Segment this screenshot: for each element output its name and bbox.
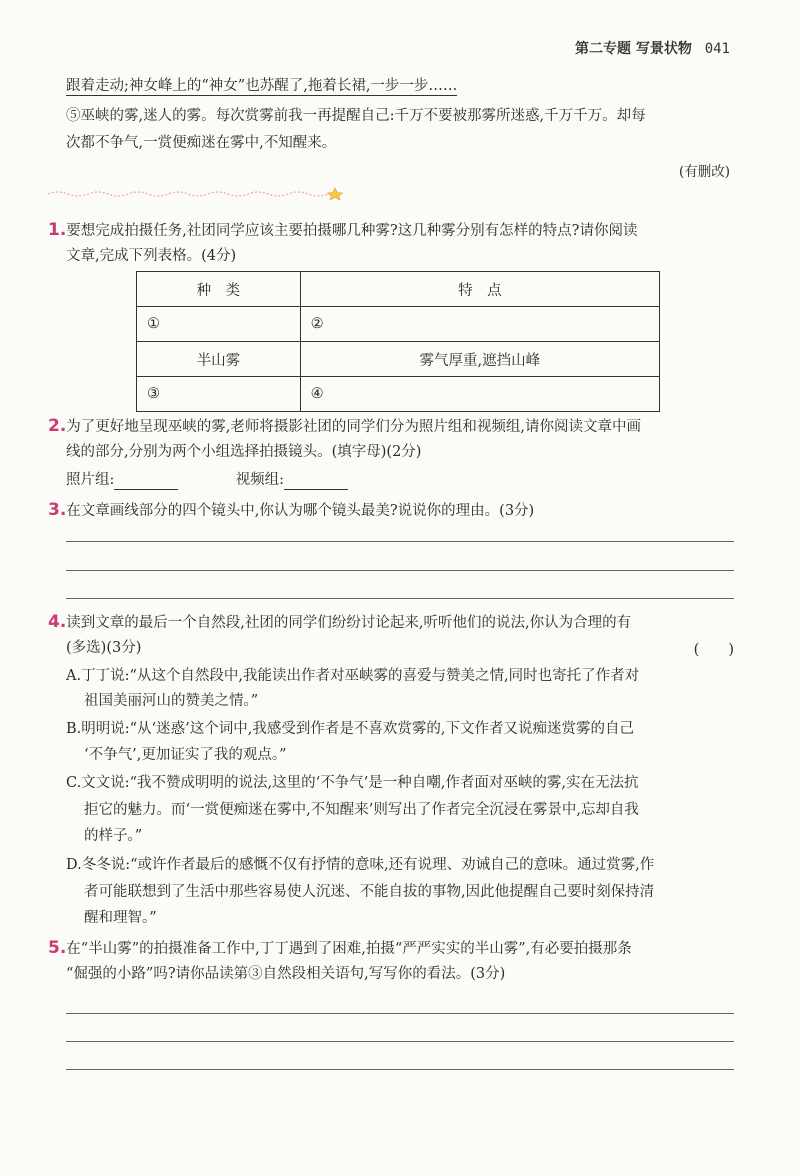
star-icon bbox=[328, 188, 343, 200]
option-a-cont: 祖国美丽河山的赞美之情。” bbox=[84, 693, 259, 709]
table-cell: 雾气厚重,遮挡山峰 bbox=[300, 342, 659, 377]
answer-line[interactable] bbox=[66, 1069, 734, 1070]
passage-line: ⑤巫峡的雾,迷人的雾。每次赏雾前我一再提醒自己:千万不要被那雾所迷惑,千万千万。却每 bbox=[66, 108, 646, 124]
page-header bbox=[575, 38, 730, 58]
option-d-cont: 者可能联想到了生活中那些容易使人沉迷、不能自拔的事物,因此他提醒自己要时刻保持清 bbox=[84, 884, 655, 900]
section-label: 第二专题 bbox=[574, 41, 631, 57]
answer-parentheses[interactable]: ( ) bbox=[693, 642, 734, 658]
question-number: 2. bbox=[48, 416, 67, 436]
answer-line[interactable] bbox=[66, 598, 734, 599]
option-d: D.冬冬说:“或许作者最后的感慨不仅有抒情的意味,还有说理、劝诫自己的意味。通过赏雾,作 bbox=[66, 857, 655, 873]
answer-slots bbox=[66, 470, 348, 490]
table-header: 种 类 bbox=[137, 272, 301, 307]
underlined-text: 跟着走动;神女峰上的“神女”也苏醒了,拖着长裙,一步一步…… bbox=[66, 78, 458, 94]
source-note: (有删改) bbox=[678, 164, 730, 180]
photo-group-label: 照片组: bbox=[66, 472, 115, 488]
question-text-cont: 文章,完成下列表格。(4分) bbox=[66, 248, 237, 264]
answer-line[interactable] bbox=[66, 1041, 734, 1042]
question-number: 1. bbox=[48, 220, 67, 240]
table-cell[interactable]: ③ bbox=[137, 377, 301, 412]
passage-line: 次都不争气,一赏便痴迷在雾中,不知醒来。 bbox=[66, 135, 337, 151]
question-text: 要想完成拍摄任务,社团同学应该主要拍摄哪几种雾?这几种雾分别有怎样的特点?请你阅读 bbox=[66, 223, 638, 239]
option-d-cont: 醒和理智。” bbox=[84, 910, 157, 926]
answer-line[interactable] bbox=[66, 541, 734, 542]
topic-label: 写景状物 bbox=[635, 41, 692, 57]
table-row bbox=[137, 342, 660, 377]
question-number: 5. bbox=[48, 938, 67, 958]
question-text: 读到文章的最后一个自然段,社团的同学们纷纷讨论起来,听听他们的说法,你认为合理的有 bbox=[66, 615, 632, 631]
option-b-cont: ‘不争气’,更加证实了我的观点。” bbox=[84, 747, 287, 763]
option-c-cont: 拒它的魅力。而‘一赏便痴迷在雾中,不知醒来’则写出了作者完全沉浸在雾景中,忘却自我 bbox=[84, 802, 639, 818]
table-header: 特 点 bbox=[300, 272, 659, 307]
decorative-divider bbox=[48, 186, 348, 200]
table-header-row bbox=[137, 272, 660, 307]
table-cell[interactable]: ② bbox=[300, 307, 659, 342]
passage-line bbox=[66, 76, 457, 96]
question-4 bbox=[48, 612, 631, 633]
video-group-label: 视频组: bbox=[235, 472, 284, 488]
question-number: 3. bbox=[48, 500, 67, 520]
answer-table bbox=[136, 271, 660, 412]
video-group-blank[interactable] bbox=[284, 473, 348, 490]
question-text-cont: (多选)(3分) bbox=[66, 640, 142, 656]
option-c: C.文文说:“我不赞成明明的说法,这里的‘不争气’是一种自嘲,作者面对巫峡的雾,实在无法抗 bbox=[66, 775, 639, 791]
question-number: 4. bbox=[48, 612, 67, 632]
question-text: 在文章画线部分的四个镜头中,你认为哪个镜头最美?说说你的理由。(3分) bbox=[66, 503, 535, 519]
option-b: B.明明说:“从‘迷惑’这个词中,我感受到作者是不喜欢赏雾的,下文作者又说痴迷赏雾的自己 bbox=[66, 721, 634, 737]
option-a: A.丁丁说:“从这个自然段中,我能读出作者对巫峡雾的喜爱与赞美之情,同时也寄托了作者对 bbox=[66, 668, 640, 684]
table-row bbox=[137, 377, 660, 412]
question-text: 为了更好地呈现巫峡的雾,老师将摄影社团的同学们分为照片组和视频组,请你阅读文章中画 bbox=[66, 419, 642, 435]
answer-line[interactable] bbox=[66, 1013, 734, 1014]
table-cell: 半山雾 bbox=[137, 342, 301, 377]
page-number: 041 bbox=[704, 41, 730, 57]
table-row bbox=[137, 307, 660, 342]
photo-group-blank[interactable] bbox=[114, 473, 178, 490]
question-text: 在“半山雾”的拍摄准备工作中,丁丁遇到了困难,拍摄“严严实实的半山雾”,有必要拍摄那条 bbox=[66, 941, 632, 957]
option-c-cont: 的样子。” bbox=[84, 828, 143, 844]
table-cell[interactable]: ① bbox=[137, 307, 301, 342]
table-cell[interactable]: ④ bbox=[300, 377, 659, 412]
question-1 bbox=[48, 220, 637, 241]
question-5 bbox=[48, 938, 632, 959]
question-text-cont: 线的部分,分别为两个小组选择拍摄镜头。(填字母)(2分) bbox=[66, 444, 422, 460]
answer-line[interactable] bbox=[66, 570, 734, 571]
question-2 bbox=[48, 416, 641, 437]
question-3 bbox=[48, 500, 534, 521]
question-text-cont: “倔强的小路”吗?请你品读第③自然段相关语句,写写你的看法。(3分) bbox=[66, 966, 506, 982]
